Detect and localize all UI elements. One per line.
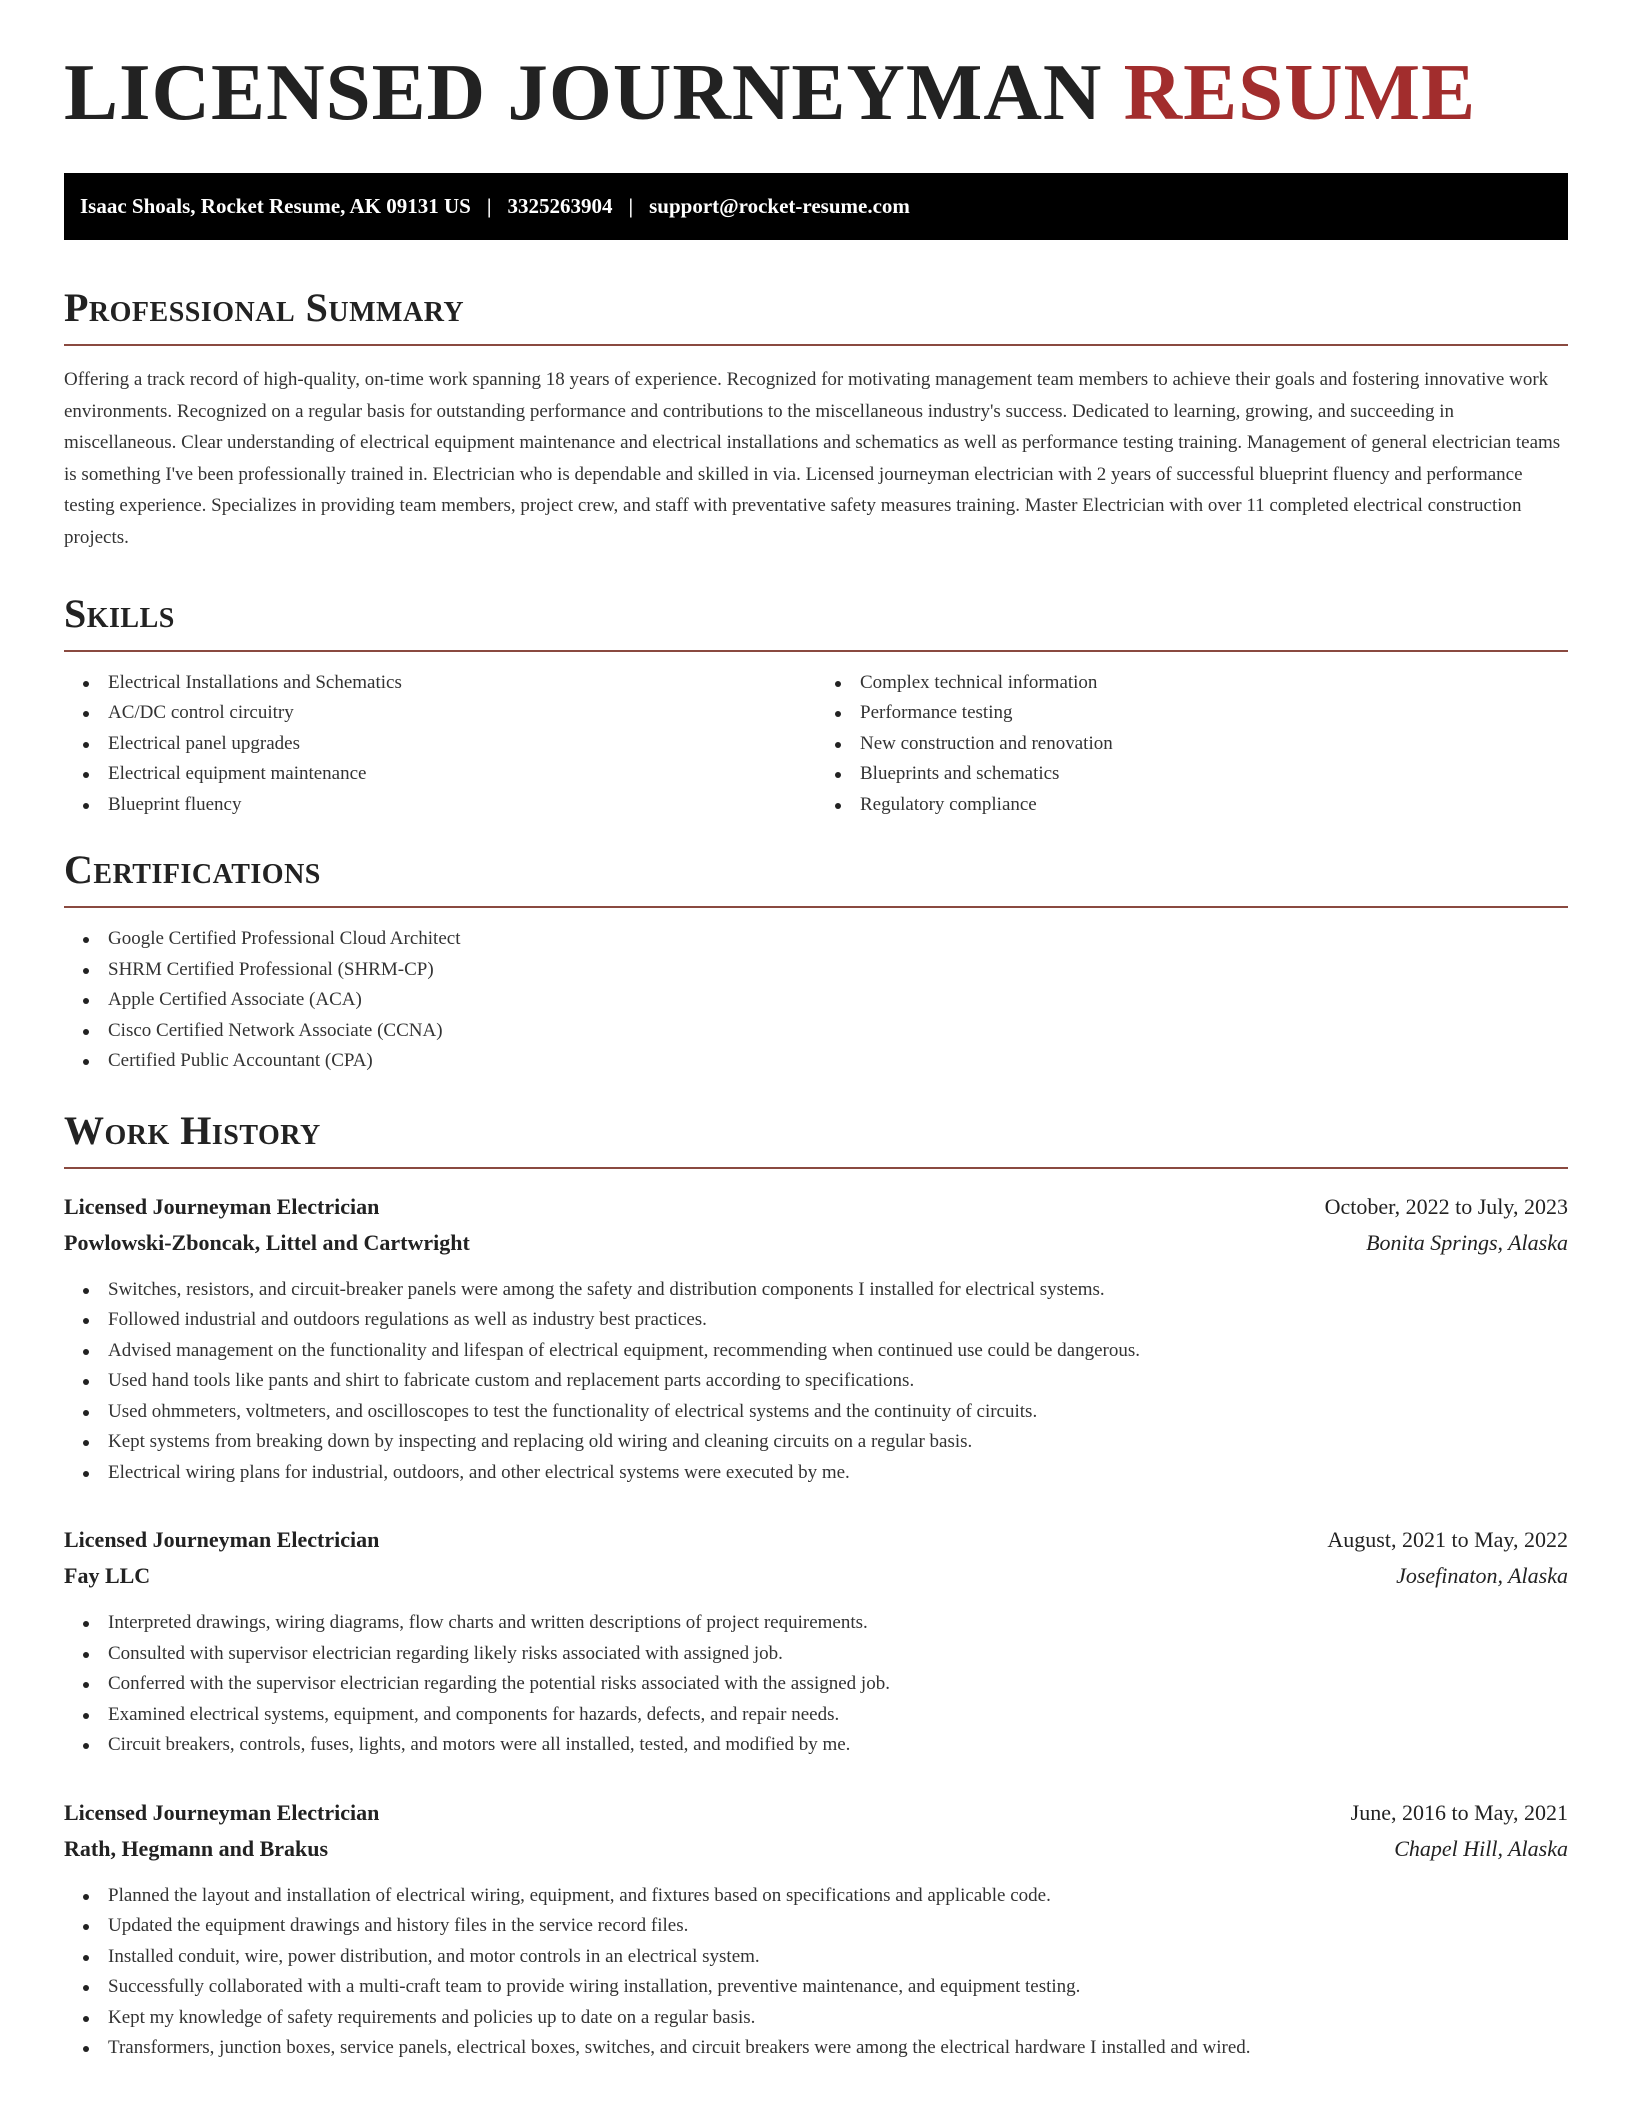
job-company-row [64, 1831, 1568, 1867]
job-company-row [64, 1225, 1568, 1261]
summary-heading: Professional Summary [64, 288, 1568, 346]
contact-email: support@rocket-resume.com [649, 194, 910, 218]
job-duty-item: Used hand tools like pants and shirt to fabricate custom and replacement parts according to specifications. [64, 1366, 1568, 1397]
job-duty-item: Conferred with the supervisor electrician regarding the potential risks associated with the assigned job. [64, 1669, 1568, 1700]
resume-title [64, 47, 1568, 137]
job-duty-item: Successfully collaborated with a multi-craft team to provide wiring installation, preventive maintenance, and equipment testing. [64, 1972, 1568, 2003]
certification-item: Apple Certified Associate (ACA) [64, 985, 1568, 1016]
contact-phone: 3325263904 [507, 194, 613, 218]
job-header-row [64, 1189, 1568, 1225]
contact-address: Isaac Shoals, Rocket Resume, AK 09131 US [80, 194, 471, 218]
job-company: Powlowski-Zboncak, Littel and Cartwright [64, 1229, 470, 1255]
skill-item: Blueprint fluency [64, 790, 816, 821]
job-duties-list [64, 1608, 1568, 1761]
contact-separator: | [628, 194, 634, 218]
certification-item: SHRM Certified Professional (SHRM-CP) [64, 955, 1568, 986]
skill-item: New construction and renovation [816, 729, 1568, 760]
skill-item: Blueprints and schematics [816, 759, 1568, 790]
certifications-list [64, 924, 1568, 1077]
job-entry [64, 1189, 1568, 1489]
job-duty-item: Followed industrial and outdoors regulations as well as industry best practices. [64, 1305, 1568, 1336]
job-header-row [64, 1795, 1568, 1831]
summary-section [64, 285, 1568, 554]
contact-separator: | [486, 194, 492, 218]
job-title: Licensed Journeyman Electrician [64, 1193, 380, 1219]
skills-section [64, 590, 1568, 821]
job-dates: August, 2021 to May, 2022 [1327, 1527, 1568, 1553]
job-location: Josefinaton, Alaska [1396, 1563, 1568, 1589]
job-duties-list [64, 1881, 1568, 2064]
job-company: Fay LLC [64, 1563, 151, 1589]
job-duty-item: Electrical wiring plans for industrial, outdoors, and other electrical systems were executed by me. [64, 1458, 1568, 1489]
job-duties-list [64, 1275, 1568, 1489]
skill-item: Complex technical information [816, 668, 1568, 699]
skill-item: Electrical equipment maintenance [64, 759, 816, 790]
job-duty-item: Used ohmmeters, voltmeters, and oscilloscopes to test the functionality of electrical systems and the continuity of circuits. [64, 1397, 1568, 1428]
skill-item: AC/DC control circuitry [64, 698, 816, 729]
skill-item: Performance testing [816, 698, 1568, 729]
job-company-row [64, 1558, 1568, 1594]
job-header-row [64, 1522, 1568, 1558]
job-duty-item: Interpreted drawings, wiring diagrams, flow charts and written descriptions of project requirements. [64, 1608, 1568, 1639]
work-history-section [64, 1107, 1568, 2064]
job-dates: June, 2016 to May, 2021 [1350, 1799, 1568, 1825]
skill-item: Regulatory compliance [816, 790, 1568, 821]
job-duty-item: Kept my knowledge of safety requirements and policies up to date on a regular basis. [64, 2003, 1568, 2034]
skills-list-right [816, 668, 1568, 821]
title-main: LICENSED JOURNEYMAN [64, 47, 1103, 137]
job-entry [64, 1795, 1568, 2064]
job-duty-item: Examined electrical systems, equipment, and components for hazards, defects, and repair needs. [64, 1700, 1568, 1731]
skills-heading: Skills [64, 594, 1568, 652]
skills-list-left [64, 668, 816, 821]
job-duty-item: Planned the layout and installation of electrical wiring, equipment, and fixtures based on specifications and applicable code. [64, 1881, 1568, 1912]
summary-text: Offering a track record of high-quality, on-time work spanning 18 years of experience. Recognized for motivating management team members to achieve their goals and fostering innovative work environments. Recognized on a regular basis for outstanding performance and contributions to the miscellaneous industry's success. Dedicated to learning, growing, and succeeding in miscellaneous. Clear understanding of electrical equipment maintenance and electrical installations and schematics as well as performance testing training. Management of general electrician teams is something I've been professionally trained in. Electrician who is dependable and skilled in via. Licensed journeyman electrician with 2 years of successful blueprint fluency and performance testing experience. Specializes in providing team members, project crew, and staff with preventative safety measures training. Master Electrician with over 11 completed electrical construction projects. [64, 369, 1561, 548]
title-accent: RESUME [1123, 47, 1477, 137]
job-duty-item: Consulted with supervisor electrician regarding likely risks associated with assigned job. [64, 1639, 1568, 1670]
skills-grid [64, 668, 1568, 821]
job-dates: October, 2022 to July, 2023 [1324, 1193, 1568, 1219]
job-title: Licensed Journeyman Electrician [64, 1527, 380, 1553]
skill-item: Electrical panel upgrades [64, 729, 816, 760]
job-duty-item: Transformers, junction boxes, service panels, electrical boxes, switches, and circuit breakers were among the electrical hardware I installed and wired. [64, 2033, 1568, 2064]
job-duty-item: Advised management on the functionality and lifespan of electrical equipment, recommending when continued use could be dangerous. [64, 1336, 1568, 1367]
job-duty-item: Installed conduit, wire, power distribution, and motor controls in an electrical system. [64, 1942, 1568, 1973]
job-title: Licensed Journeyman Electrician [64, 1799, 380, 1825]
certification-item: Cisco Certified Network Associate (CCNA) [64, 1016, 1568, 1047]
job-location: Chapel Hill, Alaska [1394, 1835, 1568, 1861]
job-duty-item: Updated the equipment drawings and history files in the service record files. [64, 1911, 1568, 1942]
job-location: Bonita Springs, Alaska [1366, 1229, 1568, 1255]
certifications-heading: Certifications [64, 850, 1568, 908]
certification-item: Google Certified Professional Cloud Architect [64, 924, 1568, 955]
certifications-section [64, 847, 1568, 1077]
certification-item: Certified Public Accountant (CPA) [64, 1046, 1568, 1077]
skill-item: Electrical Installations and Schematics [64, 668, 816, 699]
job-duty-item: Circuit breakers, controls, fuses, lights, and motors were all installed, tested, and modified by me. [64, 1730, 1568, 1761]
job-duty-item: Switches, resistors, and circuit-breaker panels were among the safety and distribution components I installed for electrical systems. [64, 1275, 1568, 1306]
job-entry [64, 1522, 1568, 1761]
contact-bar [64, 173, 1568, 240]
job-company: Rath, Hegmann and Brakus [64, 1835, 329, 1861]
work-history-heading: Work History [64, 1111, 1568, 1169]
job-duty-item: Kept systems from breaking down by inspecting and replacing old wiring and cleaning circuits on a regular basis. [64, 1427, 1568, 1458]
